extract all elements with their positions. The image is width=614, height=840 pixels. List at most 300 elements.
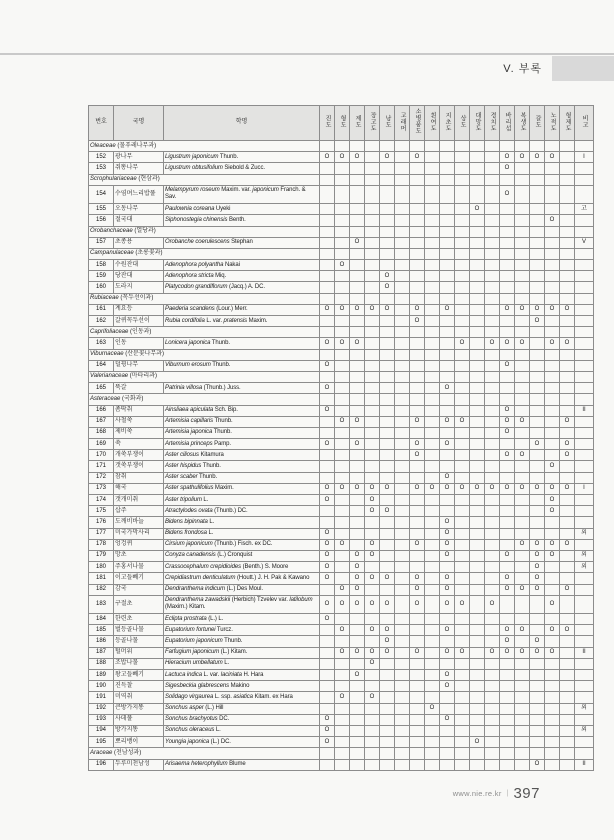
column-header-island-8 [425,106,440,141]
island-mark-cell [500,394,515,405]
island-mark-cell [485,759,500,770]
island-mark-cell [350,681,365,692]
island-mark-cell [365,748,380,759]
island-mark-cell [335,185,350,203]
island-mark-cell [395,371,410,382]
island-mark-cell [350,692,365,703]
island-mark-cell [350,703,365,714]
island-mark-cell [335,293,350,304]
island-mark-cell [560,174,575,185]
island-mark-cell [440,174,455,185]
island-mark-cell [320,506,335,517]
island-mark-cell [335,703,350,714]
family-name-cell: Oleaceae (물푸레나무과) [89,141,320,152]
island-mark-cell [335,163,350,174]
island-mark-cell [455,405,470,416]
island-mark-cell [425,141,440,152]
island-mark-cell [410,714,425,725]
cell-korean-name: 절국대 [114,215,164,226]
remark-cell [575,439,594,450]
island-mark-cell [500,226,515,237]
island-mark-cell [455,327,470,338]
island-mark-cell: O [515,539,530,550]
remark-cell: II [575,647,594,658]
island-mark-cell [395,562,410,573]
island-mark-cell [440,293,455,304]
island-mark-cell: O [500,625,515,636]
island-mark-cell [380,670,395,681]
cell-korean-name: 미역취 [114,692,164,703]
island-mark-cell [410,185,425,203]
remark-cell [575,360,594,371]
island-mark-cell [530,692,545,703]
cell-number: 181 [89,573,114,584]
island-mark-cell [440,394,455,405]
island-mark-cell [530,703,545,714]
island-mark-cell [395,427,410,438]
island-mark-cell: O [515,483,530,494]
island-mark-cell [425,528,440,539]
island-mark-cell [560,528,575,539]
island-mark-cell [515,703,530,714]
header-rule [0,53,614,55]
island-mark-cell [380,226,395,237]
cell-scientific-name: Artemisia capillaris Thunb. [164,416,320,427]
cell-number: 188 [89,658,114,669]
island-mark-cell [320,692,335,703]
island-mark-cell: O [365,658,380,669]
island-mark-cell [560,293,575,304]
island-mark-cell [560,562,575,573]
island-mark-cell [380,584,395,595]
island-label: 경치도 [489,111,495,132]
island-mark-cell [410,371,425,382]
island-mark-cell [500,271,515,282]
island-mark-cell [365,237,380,248]
island-mark-cell [380,461,395,472]
island-mark-cell: O [320,495,335,506]
header-row [89,106,594,141]
column-header-island-9 [440,106,455,141]
island-mark-cell [380,141,395,152]
island-mark-cell [335,316,350,327]
island-mark-cell [530,163,545,174]
island-mark-cell [560,692,575,703]
island-mark-cell [425,461,440,472]
island-mark-cell [320,141,335,152]
island-mark-cell: O [365,647,380,658]
island-mark-cell: O [545,338,560,349]
cell-scientific-name: Aster tripolium L. [164,495,320,506]
remark-cell [575,506,594,517]
island-mark-cell [410,226,425,237]
remark-cell [575,338,594,349]
cell-scientific-name: Hieracium umbellatum L. [164,658,320,669]
island-mark-cell [395,152,410,163]
island-mark-cell [470,614,485,625]
island-mark-cell [560,316,575,327]
island-mark-cell [515,614,530,625]
column-header-no: 번호 [89,106,114,141]
species-row [89,528,594,539]
island-mark-cell: O [545,595,560,613]
island-mark-cell [320,703,335,714]
island-mark-cell [425,714,440,725]
island-mark-cell: O [410,152,425,163]
island-mark-cell [410,271,425,282]
island-mark-cell [515,461,530,472]
island-mark-cell [395,506,410,517]
island-mark-cell [470,584,485,595]
island-mark-cell [425,185,440,203]
island-mark-cell [335,349,350,360]
cell-korean-name: 망초 [114,550,164,561]
island-mark-cell [545,472,560,483]
island-mark-cell [455,495,470,506]
remark-cell: V [575,237,594,248]
island-mark-cell: O [380,636,395,647]
cell-scientific-name: Adenophora polyantha Nakai [164,260,320,271]
island-mark-cell [455,174,470,185]
island-mark-cell [380,450,395,461]
island-mark-cell [470,405,485,416]
remark-cell [575,371,594,382]
island-mark-cell [545,383,560,394]
island-mark-cell [320,260,335,271]
island-mark-cell [410,282,425,293]
island-mark-cell: O [455,338,470,349]
island-mark-cell [485,573,500,584]
island-mark-cell [380,472,395,483]
island-mark-cell [350,461,365,472]
island-mark-cell [455,528,470,539]
island-mark-cell [545,226,560,237]
island-mark-cell [365,450,380,461]
cell-korean-name: 진득찰 [114,681,164,692]
island-mark-cell [410,692,425,703]
island-mark-cell: O [365,506,380,517]
island-mark-cell [500,562,515,573]
island-mark-cell: O [545,625,560,636]
footer-website: www.nie.re.kr [452,789,502,798]
species-row [89,573,594,584]
cell-scientific-name: Sonchus asper (L.) Hill [164,703,320,714]
island-mark-cell [410,703,425,714]
island-mark-cell [410,405,425,416]
island-mark-cell [500,316,515,327]
island-mark-cell [410,517,425,528]
island-mark-cell [485,141,500,152]
island-mark-cell [320,174,335,185]
island-mark-cell: O [440,584,455,595]
island-mark-cell [485,360,500,371]
island-mark-cell: O [350,439,365,450]
remark-cell: 외 [575,562,594,573]
island-mark-cell [470,282,485,293]
island-mark-cell [425,174,440,185]
island-mark-cell [320,349,335,360]
island-mark-cell [320,416,335,427]
island-mark-cell [410,670,425,681]
island-mark-cell [485,416,500,427]
island-mark-cell [320,163,335,174]
island-mark-cell [485,174,500,185]
island-mark-cell [395,316,410,327]
island-mark-cell [410,237,425,248]
island-mark-cell [545,141,560,152]
island-label: 흰여도 [429,111,435,132]
island-mark-cell [410,472,425,483]
island-mark-cell [515,439,530,450]
cell-korean-name: 왕고들빼기 [114,670,164,681]
island-mark-cell [335,237,350,248]
island-mark-cell [485,670,500,681]
island-mark-cell [470,725,485,736]
island-mark-cell [515,174,530,185]
island-mark-cell: O [560,483,575,494]
island-mark-cell [515,714,530,725]
island-mark-cell [440,204,455,215]
island-mark-cell [410,748,425,759]
island-mark-cell [545,737,560,748]
cell-scientific-name: Siphonostegia chinensis Benth. [164,215,320,226]
island-mark-cell [335,271,350,282]
island-mark-cell [440,215,455,226]
island-mark-cell [320,282,335,293]
island-label: 갈도 [534,114,540,128]
column-header-island-7 [410,106,425,141]
island-mark-cell [485,625,500,636]
cell-scientific-name: Platycodon grandiflorum (Jacq.) A. DC. [164,282,320,293]
island-mark-cell [560,714,575,725]
island-mark-cell [455,681,470,692]
island-mark-cell [500,237,515,248]
island-mark-cell [455,141,470,152]
island-mark-cell [350,248,365,259]
island-mark-cell: O [440,573,455,584]
island-mark-cell [350,748,365,759]
island-mark-cell [545,748,560,759]
island-mark-cell: O [410,647,425,658]
island-mark-cell [470,759,485,770]
island-mark-cell [530,737,545,748]
cell-number: 173 [89,483,114,494]
island-mark-cell [515,658,530,669]
island-mark-cell: O [530,584,545,595]
island-mark-cell [530,248,545,259]
island-mark-cell [470,573,485,584]
island-mark-cell [440,692,455,703]
island-mark-cell [545,517,560,528]
island-mark-cell [395,614,410,625]
family-name-cell: Caprifoliaceae (인동과) [89,327,320,338]
island-mark-cell [395,163,410,174]
island-mark-cell [560,506,575,517]
cell-number: 185 [89,625,114,636]
island-mark-cell [455,584,470,595]
island-mark-cell [455,204,470,215]
column-header-korean: 국명 [114,106,164,141]
island-mark-cell [485,461,500,472]
island-mark-cell [485,725,500,736]
page-edge-tab [552,56,614,81]
cell-korean-name: 뚝갈 [114,383,164,394]
island-mark-cell [455,260,470,271]
island-mark-cell: O [410,304,425,315]
island-mark-cell [395,472,410,483]
island-mark-cell [560,573,575,584]
island-mark-cell [500,349,515,360]
island-mark-cell [350,506,365,517]
island-mark-cell [545,439,560,450]
island-mark-cell: O [560,338,575,349]
island-mark-cell [335,748,350,759]
island-mark-cell [440,427,455,438]
island-mark-cell [350,163,365,174]
island-mark-cell [530,658,545,669]
island-mark-cell [410,427,425,438]
island-mark-cell [545,360,560,371]
family-name-cell: Scrophulariaceae (현삼과) [89,174,320,185]
island-mark-cell [365,248,380,259]
island-mark-cell [410,215,425,226]
island-mark-cell: O [365,692,380,703]
island-mark-cell [365,714,380,725]
island-mark-cell [395,215,410,226]
island-mark-cell [395,495,410,506]
island-mark-cell [440,163,455,174]
island-mark-cell [365,260,380,271]
island-mark-cell [425,595,440,613]
island-mark-cell [335,141,350,152]
species-row [89,703,594,714]
island-mark-cell [425,338,440,349]
island-mark-cell [455,163,470,174]
island-mark-cell [410,204,425,215]
island-mark-cell [320,647,335,658]
island-mark-cell: O [515,416,530,427]
island-label: 지초도 [444,111,450,132]
species-row [89,204,594,215]
island-mark-cell [500,371,515,382]
remark-cell [575,450,594,461]
island-mark-cell [515,282,530,293]
island-mark-cell: O [350,304,365,315]
island-mark-cell [365,349,380,360]
island-label: 형도 [339,114,345,128]
species-row [89,450,594,461]
family-name-cell: Rubiaceae (꼭두선이과) [89,293,320,304]
island-mark-cell [395,539,410,550]
island-mark-cell [440,748,455,759]
island-mark-cell [560,658,575,669]
island-mark-cell [320,748,335,759]
species-row [89,647,594,658]
island-mark-cell [365,185,380,203]
island-mark-cell [425,215,440,226]
cell-scientific-name: Patrinia villosa (Thunb.) Juss. [164,383,320,394]
island-mark-cell [365,338,380,349]
family-name-cell: Asteraceae (국화과) [89,394,320,405]
cell-number: 189 [89,670,114,681]
island-mark-cell [365,416,380,427]
island-mark-cell [425,271,440,282]
island-mark-cell [350,260,365,271]
island-label: 대망도 [474,111,480,132]
island-mark-cell [470,647,485,658]
island-mark-cell: O [365,539,380,550]
island-mark-cell: O [350,647,365,658]
island-mark-cell [380,260,395,271]
island-mark-cell [440,636,455,647]
island-mark-cell [395,360,410,371]
cell-scientific-name: Dendranthema indicum (L.) Des Moul. [164,584,320,595]
cell-scientific-name: Artemisia princeps Pamp. [164,439,320,450]
island-mark-cell [365,427,380,438]
island-mark-cell [425,506,440,517]
island-mark-cell: O [500,338,515,349]
island-mark-cell: O [335,647,350,658]
island-mark-cell [350,215,365,226]
island-mark-cell [485,562,500,573]
cell-scientific-name: Cirsium japonicum (Thunb.) Fisch. ex DC. [164,539,320,550]
island-mark-cell [485,371,500,382]
island-mark-cell [440,152,455,163]
island-mark-cell: O [440,681,455,692]
island-mark-cell [395,271,410,282]
island-mark-cell [410,360,425,371]
island-mark-cell [530,349,545,360]
remark-cell [575,625,594,636]
remark-cell: 고 [575,204,594,215]
island-mark-cell [365,271,380,282]
island-mark-cell [335,204,350,215]
island-mark-cell [455,237,470,248]
cell-number: 155 [89,204,114,215]
cell-korean-name: 오동나무 [114,204,164,215]
cell-korean-name: 뽀리뱅이 [114,737,164,748]
island-mark-cell [455,461,470,472]
column-header-island-5 [380,106,395,141]
island-mark-cell [530,226,545,237]
island-mark-cell [335,573,350,584]
island-mark-cell: O [545,483,560,494]
island-mark-cell [530,271,545,282]
island-mark-cell [560,248,575,259]
island-mark-cell [545,248,560,259]
island-mark-cell [440,237,455,248]
island-mark-cell: O [320,360,335,371]
island-mark-cell: O [380,271,395,282]
island-mark-cell [440,506,455,517]
island-mark-cell [350,394,365,405]
cell-scientific-name: Bidens frondosa L. [164,528,320,539]
island-mark-cell [350,204,365,215]
island-mark-cell [530,282,545,293]
island-mark-cell [515,316,530,327]
island-mark-cell: O [320,725,335,736]
island-mark-cell [350,371,365,382]
cell-scientific-name: Sonchus brachyotus DC. [164,714,320,725]
island-mark-cell [560,282,575,293]
remark-cell [575,658,594,669]
cell-scientific-name: Paulownia coreana Uyeki [164,204,320,215]
island-mark-cell [425,495,440,506]
family-row [89,394,594,405]
cell-number: 196 [89,759,114,770]
island-mark-cell [515,472,530,483]
cell-number: 160 [89,282,114,293]
